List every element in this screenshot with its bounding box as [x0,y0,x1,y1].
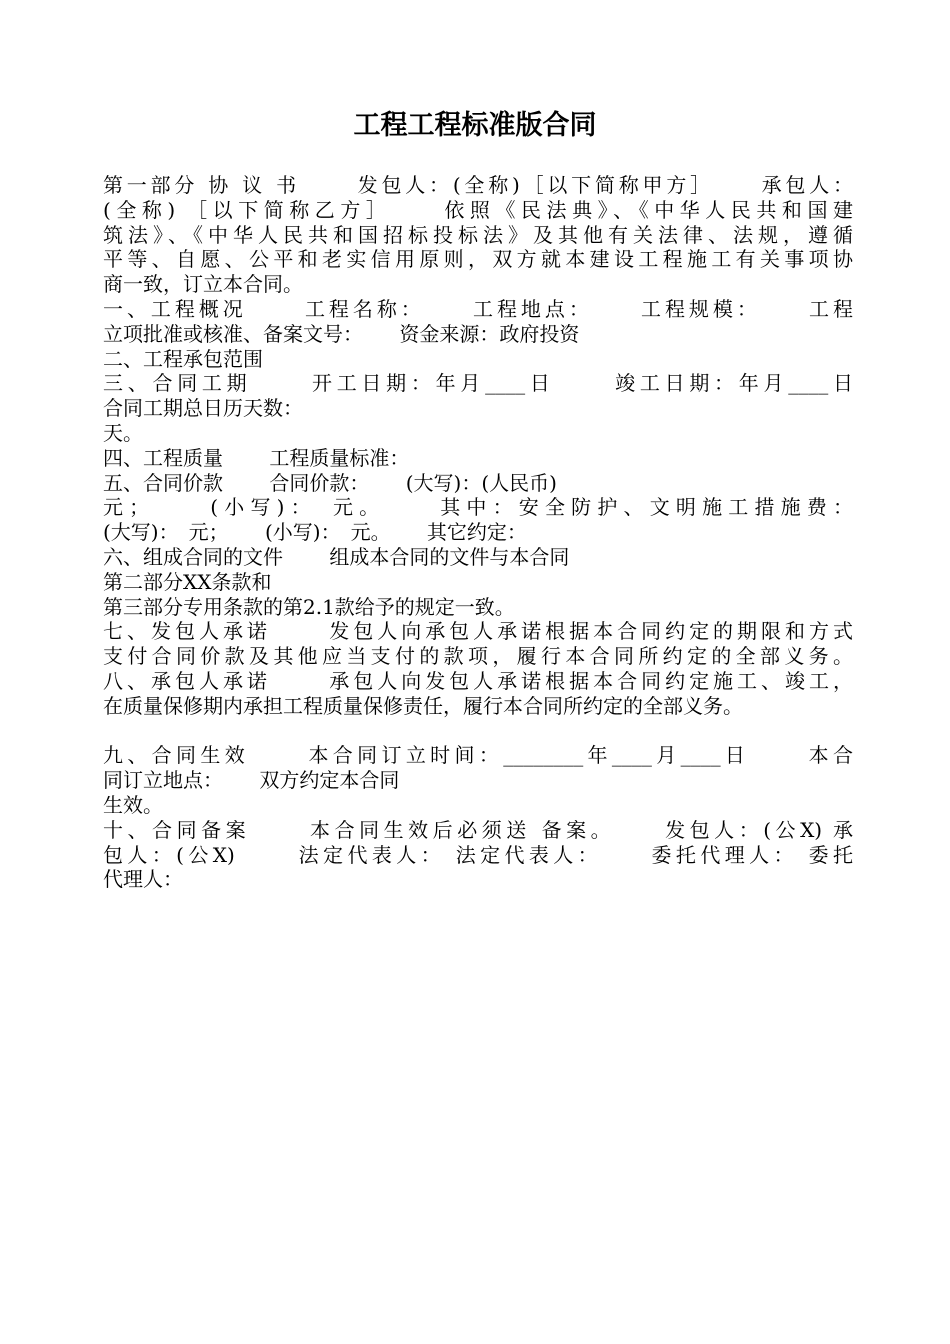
text-line: 六、组成合同的文件 组成本合同的文件与本合同 [103,544,570,569]
text-line: 天。 [103,420,143,445]
text-line: 第三部分专用条款的第2.1款给予的规定一致。 [103,594,515,619]
document-body [103,173,853,892]
document-title: 工程工程标准版合同 [353,110,597,141]
text-line: 元； (小写)： 元。 其中：安全防护、文明施工措施费： [103,495,853,520]
text-line: 第一部分 协 议 书 发包人：(全称)［以下简称甲方］ 承包人： [103,173,853,197]
text-line: 二、工程承包范围 [103,346,263,371]
text-line: 五、合同价款 合同价款： (大写)：(人民币) [103,470,557,495]
text-line: 在质量保修期内承担工程质量保修责任，履行本合同所约定的全部义务。 [103,693,743,718]
text-line: 三、合同工期 开工日期：年月____日 竣工日期：年月____日 [103,371,853,396]
text-line: 四、工程质量 工程质量标准： [103,445,410,470]
text-line: 七、发包人承诺 发包人向承包人承诺根据本合同约定的期限和方式 [103,619,853,644]
text-line: (全称) ［以下简称乙方］ 依照《民法典》、《中华人民共和国建 [103,197,853,222]
blank-line [103,719,853,744]
text-line: (大写)： 元； (小写)： 元。 其它约定： [103,520,527,545]
text-line: 同订立地点： 双方约定本合同 [103,768,400,793]
text-line: 生效。 [103,792,163,817]
text-line: 支付合同价款及其他应当支付的款项，履行本合同所约定的全部义务。 [103,644,853,669]
text-line: 第二部分XX条款和 [103,569,272,594]
text-line: 包人：(公X) 法定代表人： 法定代表人： 委托代理人： 委托 [103,842,853,867]
text-line: 商一致，订立本合同。 [103,272,303,297]
text-line: 九、合同生效 本合同订立时间：________年____月____日 本合 [103,743,853,768]
text-line: 合同工期总日历天数： [103,396,303,421]
text-line: 平等、自愿、公平和老实信用原则，双方就本建设工程施工有关事项协 [103,247,853,272]
text-line: 八、承包人承诺 承包人向发包人承诺根据本合同约定施工、竣工， [103,668,853,693]
text-line: 一、工程概况 工程名称： 工程地点： 工程规模： 工程 [103,296,853,321]
text-line: 代理人： [103,867,183,892]
text-line: 筑法》、《中华人民共和国招标投标法》及其他有关法律、法规，遵循 [103,222,853,247]
text-line: 十、合同备案 本合同生效后必须送 备案。 发包人：(公X) 承 [103,817,853,842]
text-line: 立项批准或核准、备案文号： 资金来源：政府投资 [103,321,580,346]
